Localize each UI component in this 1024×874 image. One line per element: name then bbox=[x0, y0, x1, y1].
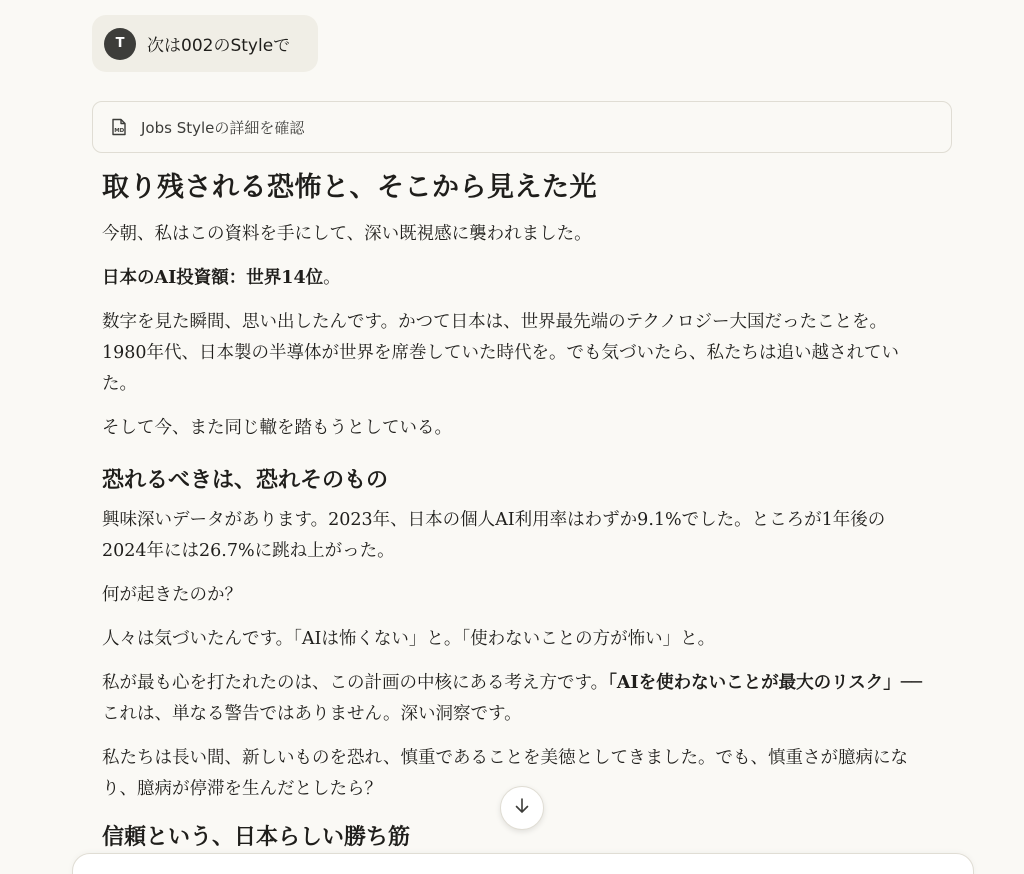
scroll-to-bottom-button[interactable] bbox=[500, 786, 544, 830]
paragraph-7: 人々は気づいたんです。「AIは怖くない」と。「使わないことの方が怖い」と。 bbox=[102, 628, 716, 649]
artifact-card[interactable] bbox=[92, 101, 952, 153]
paragraph-8-bold: 「AIを使わないことが最大のリスク」 bbox=[608, 672, 901, 693]
user-message-text: 次は002のStyleで bbox=[147, 36, 291, 56]
paragraph-8-tail: ──これは、単なる警告ではありません。深い洞察です。 bbox=[102, 672, 922, 724]
arrow-down-icon bbox=[514, 797, 530, 819]
user-avatar: T bbox=[104, 28, 136, 60]
section-heading-1: 恐れるべきは、恐れそのもの bbox=[102, 467, 389, 494]
paragraph-5: 興味深いデータがあります。2023年、日本の個人AI利用率はわずか9.1%でした。ところが1年後の2024年には26.7%に跳ね上がった。 bbox=[102, 509, 886, 561]
message-input-box[interactable] bbox=[72, 853, 974, 874]
assistant-response bbox=[102, 170, 922, 861]
paragraph-8 bbox=[102, 668, 922, 730]
svg-text:MD: MD bbox=[114, 128, 125, 134]
article-title: 取り残される恐怖と、そこから見えた光 bbox=[102, 172, 597, 203]
paragraph-8-lead: 私が最も心を打たれたのは、この計画の中核にある考え方です。 bbox=[102, 672, 609, 693]
paragraph-2-tail: 。 bbox=[323, 268, 341, 289]
paragraph-9: 私たちは長い間、新しいものを恐れ、慎重であることを美徳としてきました。でも、慎重さが臆病になり、臆病が停滞を生んだとしたら？ bbox=[102, 747, 909, 799]
paragraph-4: そして今、また同じ轍を踏もうとしている。 bbox=[102, 418, 452, 439]
paragraph-1: 今朝、私はこの資料を手にして、深い既視感に襲われました。 bbox=[102, 224, 592, 245]
paragraph-3: 数字を見た瞬間、思い出したんです。かつて日本は、世界最先端のテクノロジー大国だったことを。1980年代、日本製の半導体が世界を席巻していた時代を。でも気づいたら、私たちは追い越されていた。 bbox=[102, 312, 900, 395]
section-heading-2: 信頼という、日本らしい勝ち筋 bbox=[102, 823, 411, 850]
paragraph-2 bbox=[102, 263, 922, 294]
user-message-bubble bbox=[92, 15, 318, 72]
artifact-label: Jobs Styleの詳細を確認 bbox=[141, 118, 305, 137]
md-file-icon bbox=[111, 118, 129, 136]
paragraph-2-bold: 日本のAI投資額：世界14位 bbox=[102, 268, 324, 289]
paragraph-6: 何が起きたのか？ bbox=[102, 584, 242, 605]
